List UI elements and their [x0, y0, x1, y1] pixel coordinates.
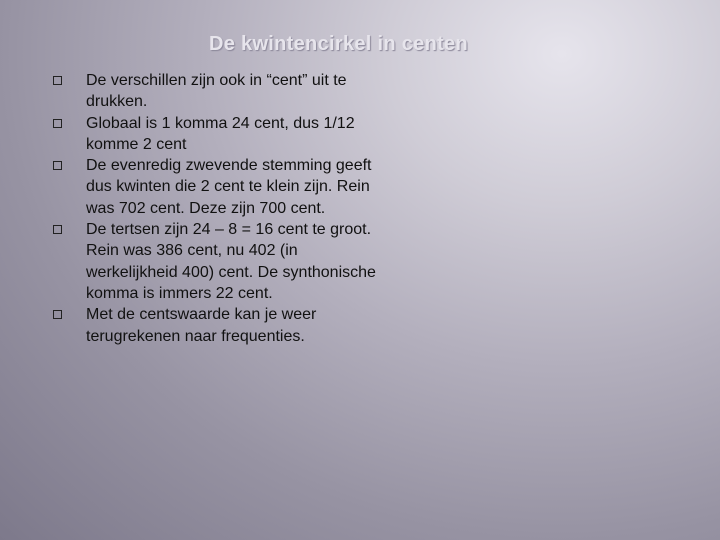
bullet-text: De evenredig zwevende stemming geeft dus kwinten die 2 cent te klein zijn. Rein was 702 cent. Deze zijn 700 cent.: [86, 157, 372, 217]
slide-title: De kwintencirkel in centen: [209, 33, 468, 55]
square-bullet-icon: [53, 119, 62, 128]
bullet-list: [50, 70, 380, 347]
square-bullet-icon: [53, 225, 62, 234]
square-bullet-icon: [53, 76, 62, 85]
square-bullet-icon: [53, 310, 62, 319]
list-item: [50, 70, 380, 113]
bullet-text: De verschillen zijn ook in “cent” uit te drukken.: [86, 72, 347, 111]
list-item: [50, 219, 380, 304]
bullet-text: Met de centswaarde kan je weer terugrekenen naar frequenties.: [86, 306, 317, 345]
list-item: [50, 304, 380, 347]
list-item: [50, 155, 380, 219]
square-bullet-icon: [53, 161, 62, 170]
bullet-text: Globaal is 1 komma 24 cent, dus 1/12 komme 2 cent: [86, 114, 355, 153]
bullet-text: De tertsen zijn 24 – 8 = 16 cent te groot. Rein was 386 cent, nu 402 (in werkelijkheid 400) cent. De synthonische komma is immers 22 cent.: [86, 221, 376, 302]
list-item: [50, 113, 380, 156]
